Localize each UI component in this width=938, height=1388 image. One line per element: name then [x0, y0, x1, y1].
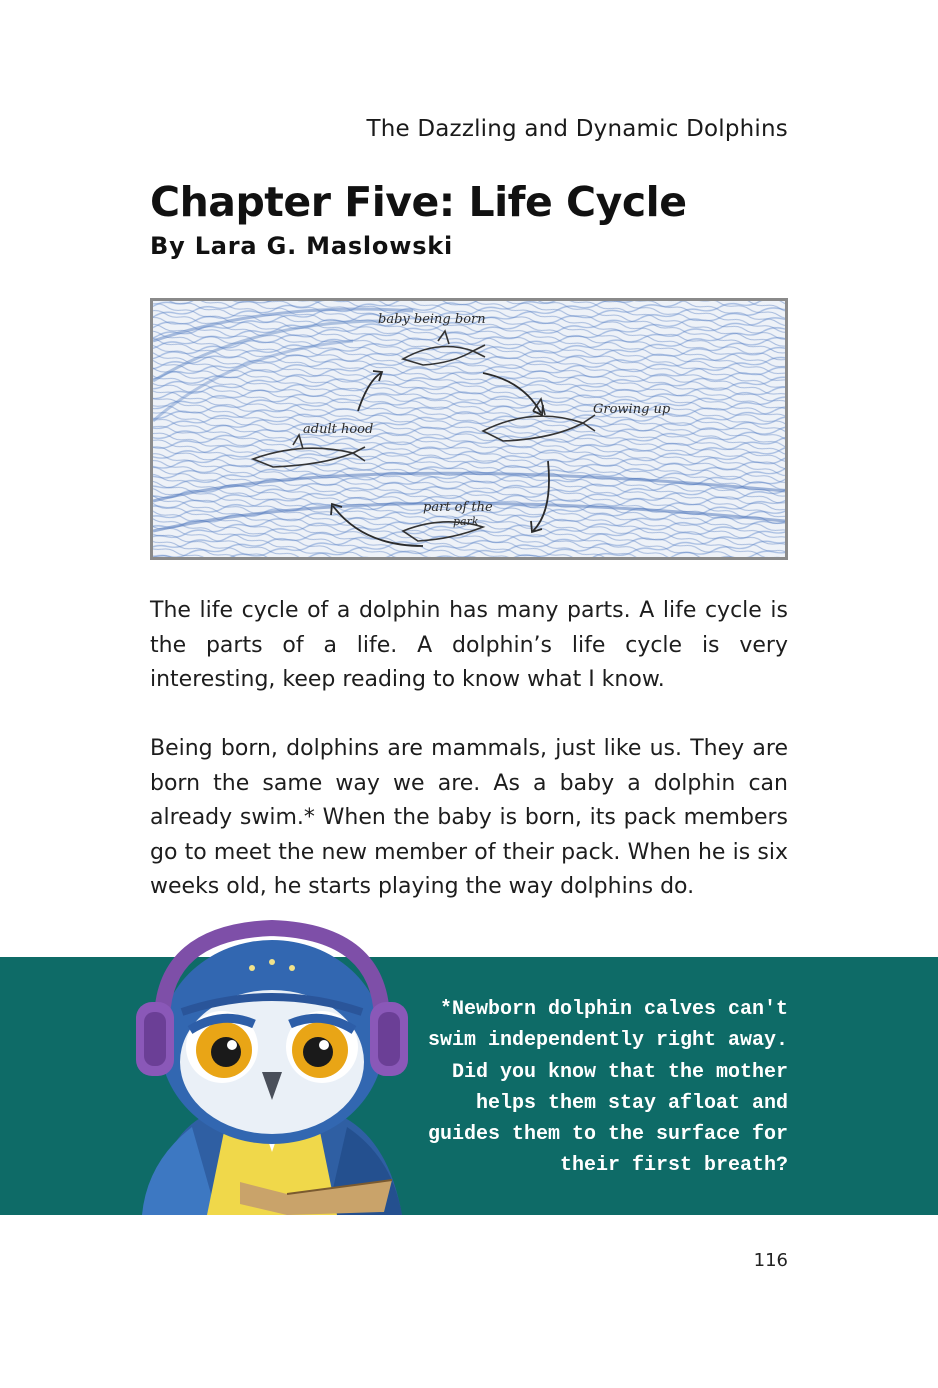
fact-line: Did you know that the mother — [451, 1060, 788, 1084]
paragraph-being-born: Being born, dolphins are mammals, just like us. They are born the same way we are. As a baby a dolphin can already swim.* When the baby is born, its pack members go to meet the new member of their pack. When he is six weeks old, he starts playing the way dolphins do. — [150, 736, 788, 899]
paragraph-intro: The life cycle of a dolphin has many parts. A life cycle is the parts of a life. A dolphin’s life cycle is very interesting, keep reading to know what I know. — [150, 598, 788, 692]
running-head: The Dazzling and Dynamic Dolphins — [366, 116, 788, 142]
fact-line: their first breath? — [559, 1154, 788, 1178]
crayon-drawing-svg — [153, 301, 785, 557]
fact-line: guides them to the surface for — [427, 1123, 788, 1147]
label-part: part of the — [423, 500, 493, 515]
life-cycle-drawing — [150, 298, 788, 560]
fact-line: helps them stay afloat and — [475, 1091, 788, 1115]
fact-box-text — [418, 994, 788, 1182]
label-park: park — [453, 515, 479, 528]
byline: By Lara G. Maslowski — [150, 232, 454, 260]
fact-line: swim independently right away. — [427, 1029, 788, 1053]
page-number: 116 — [753, 1250, 788, 1271]
label-growing: Growing up — [593, 402, 671, 417]
chapter-title: Chapter Five: Life Cycle — [150, 178, 687, 226]
owl-with-headphones-icon — [122, 912, 422, 1215]
fact-line: *Newborn dolphin calves can't — [439, 998, 788, 1021]
label-adult: adult hood — [303, 422, 374, 437]
label-baby-born: baby being born — [378, 312, 486, 327]
